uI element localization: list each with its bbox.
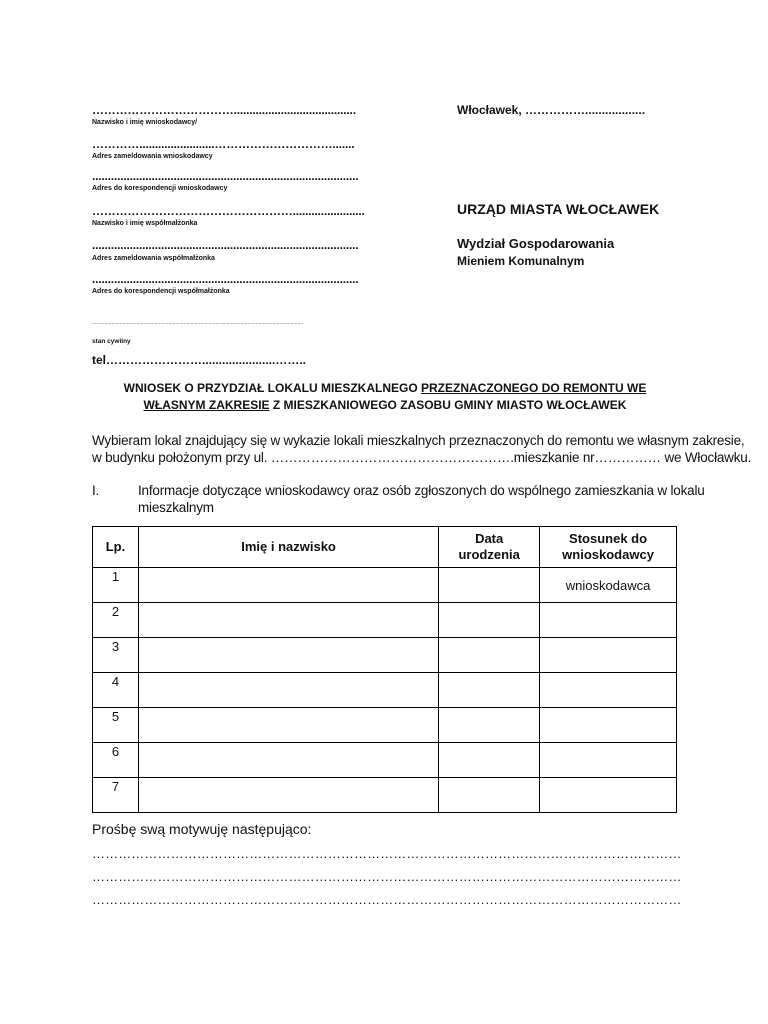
spouse-correspondence-caption: Adres do korespondencji współmałżonka — [92, 288, 230, 295]
name-cell[interactable] — [138, 638, 438, 673]
spouse-correspondence-field[interactable]: ..................................................................................... — [92, 272, 359, 286]
recipient-department-line2: Mieniem Komunalnym — [457, 254, 585, 268]
recipient-department-line1: Wydział Gospodarowania — [457, 236, 615, 251]
dob-cell[interactable] — [439, 603, 540, 638]
applicant-correspondence-field[interactable]: ..................................................................................... — [92, 169, 359, 183]
table-row — [93, 638, 677, 673]
applicant-name-field[interactable]: ………………………………....................................... — [92, 103, 356, 117]
household-members-table — [92, 526, 677, 813]
dob-cell[interactable] — [439, 743, 540, 778]
dob-cell[interactable] — [439, 673, 540, 708]
header-dob-line2: urodzenia — [458, 547, 520, 562]
header-rel-line1: Stosunek do — [569, 531, 648, 546]
relation-cell[interactable] — [540, 743, 677, 778]
motivation-line-1[interactable]: ……………………………………………………………………………………………………………………… — [92, 846, 682, 861]
header-date-of-birth — [439, 527, 540, 568]
row-number: 6 — [93, 743, 139, 778]
header-relation — [540, 527, 677, 568]
header-name: Imię i nazwisko — [138, 527, 438, 568]
section-heading-line2: mieszkalnym — [138, 500, 214, 515]
table-row — [93, 603, 677, 638]
table-header-row — [93, 527, 677, 568]
section-number: I. — [92, 483, 100, 498]
relation-cell[interactable]: wnioskodawca — [540, 568, 677, 603]
table-row — [93, 708, 677, 743]
name-cell[interactable] — [138, 603, 438, 638]
spouse-address-field[interactable]: ..................................................................................... — [92, 238, 359, 252]
row-number: 1 — [93, 568, 139, 603]
recipient-office: URZĄD MIASTA WŁOCŁAWEK — [457, 201, 660, 217]
intro-line2: w budynku położonym przy ul. ……………………………………………….mieszkanie nr…………… we Włocławku. — [92, 450, 752, 465]
spouse-address-caption: Adres zameldowania współmałżonka — [92, 255, 215, 262]
name-cell[interactable] — [138, 778, 438, 813]
row-number: 5 — [93, 708, 139, 743]
motivation-line-3[interactable]: ……………………………………………………………………………………………………………………… — [92, 892, 682, 907]
dob-cell[interactable] — [439, 568, 540, 603]
row-number: 2 — [93, 603, 139, 638]
civil-status-field[interactable]: ........................................................................................................................................................ — [92, 320, 304, 326]
document-title — [92, 380, 678, 414]
relation-cell[interactable] — [540, 673, 677, 708]
applicant-correspondence-caption: Adres do korespondencji wnioskodawcy — [92, 185, 228, 192]
title-part2: PRZEZNACZONEGO DO REMONTU WE WŁASNYM ZAKRESIE — [143, 381, 647, 412]
row-number: 3 — [93, 638, 139, 673]
row-number: 7 — [93, 778, 139, 813]
name-cell[interactable] — [138, 743, 438, 778]
relation-cell[interactable] — [540, 708, 677, 743]
motivation-line-2[interactable]: ……………………………………………………………………………………………………………………… — [92, 869, 682, 884]
relation-cell[interactable] — [540, 638, 677, 673]
name-cell[interactable] — [138, 673, 438, 708]
name-cell[interactable] — [138, 708, 438, 743]
table-row — [93, 673, 677, 708]
intro-line1: Wybieram lokal znajdujący się w wykazie lokali mieszkalnych przeznaczonych do remontu we własnym zakresie, — [92, 433, 745, 448]
spouse-name-field[interactable]: ……………………………………………....................... — [92, 204, 365, 218]
applicant-address-field[interactable]: …………........................…………………………....... — [92, 137, 355, 151]
applicant-address-caption: Adres zameldowania wnioskodawcy — [92, 153, 213, 160]
row-number: 4 — [93, 673, 139, 708]
table-row — [93, 568, 677, 603]
section-heading-line1: Informacje dotyczące wnioskodawcy oraz osób zgłoszonych do wspólnego zamieszkania w lokalu — [138, 483, 705, 498]
applicant-name-caption: Nazwisko i imię wnioskodawcy/ — [92, 119, 198, 126]
civil-status-caption: stan cywilny — [92, 338, 131, 345]
header-lp: Lp. — [93, 527, 139, 568]
title-part3: Z MIESZKANIOWEGO ZASOBU GMINY MIASTO WŁOCŁAWEK — [269, 398, 627, 412]
title-part1: WNIOSEK O PRZYDZIAŁ LOKALU MIESZKALNEGO — [123, 381, 421, 395]
name-cell[interactable] — [138, 568, 438, 603]
dob-cell[interactable] — [439, 708, 540, 743]
header-rel-line2: wnioskodawcy — [562, 547, 654, 562]
dob-cell[interactable] — [439, 778, 540, 813]
place-date: Włocławek, …………….................. — [457, 103, 646, 117]
table-row — [93, 778, 677, 813]
table-row — [93, 743, 677, 778]
phone-field[interactable]: tel……………………......................…….. — [92, 353, 307, 367]
header-dob-line1: Data — [475, 531, 504, 546]
spouse-name-caption: Nazwisko i imię współmałżonka — [92, 220, 198, 227]
motivation-label: Prośbę swą motywuję następująco: — [92, 821, 312, 837]
dob-cell[interactable] — [439, 638, 540, 673]
relation-cell[interactable] — [540, 603, 677, 638]
relation-cell[interactable] — [540, 778, 677, 813]
